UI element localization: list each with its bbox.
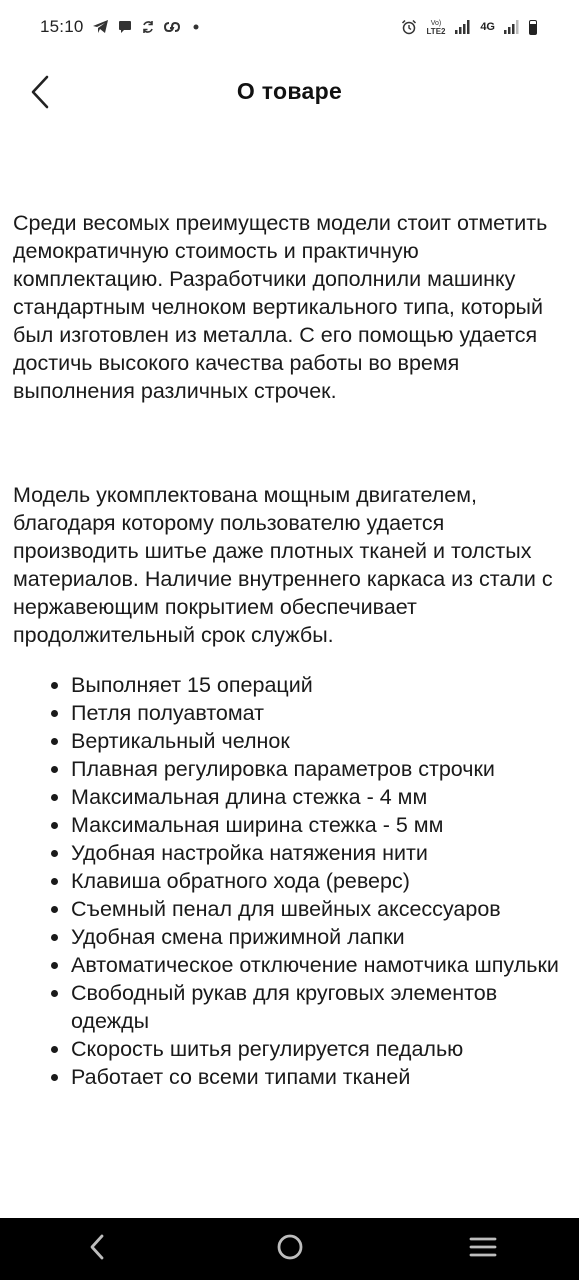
app-header <box>0 54 579 136</box>
telegram-icon <box>93 20 109 34</box>
list-item: Скорость шитья регулируется педалью <box>71 1035 569 1063</box>
description-paragraph-1: Среди весомых преимуществ модели стоит отметить демократичную стоимость и практичную комплектацию. Разработчики дополнили машинку стандартным челноком вертикального типа, который был изготовлен из металла. С его помощью удается достичь высокого качества работы во время выполнения различных строчек. <box>13 211 548 403</box>
nav-back-button[interactable] <box>67 1224 127 1274</box>
description-paragraph-2: Модель укомплектована мощным двигателем, благодаря которому пользователю удается производить шитье даже плотных тканей и толстых материалов. Наличие внутреннего каркаса из стали с нержавеющим покрытием обеспечивает продолжительный срок службы. <box>13 483 553 647</box>
nav-recents-icon <box>469 1236 497 1263</box>
list-item: Удобная настройка натяжения нити <box>71 839 569 867</box>
app-notification-icon <box>164 21 184 33</box>
list-item: Максимальная ширина стежка - 5 мм <box>71 811 569 839</box>
battery-icon <box>529 20 537 35</box>
more-notifications-dot-icon <box>193 24 199 30</box>
page-title: О товаре <box>236 78 343 104</box>
list-item: Петля полуавтомат <box>71 699 569 727</box>
list-item: Свободный рукав для круговых элементов одежды <box>71 979 569 1035</box>
nav-home-button[interactable] <box>260 1224 320 1274</box>
svg-text:Vo): Vo) <box>431 20 442 27</box>
svg-text:LTE2: LTE2 <box>426 27 446 36</box>
product-description <box>13 209 569 1091</box>
list-item: Максимальная длина стежка - 4 мм <box>71 783 569 811</box>
list-item: Съемный пенал для швейных аксессуаров <box>71 895 569 923</box>
status-time: 15:10 <box>40 17 84 36</box>
list-item: Клавиша обратного хода (реверс) <box>71 867 569 895</box>
list-item: Работает со всеми типами тканей <box>71 1063 569 1091</box>
sync-icon <box>141 20 155 34</box>
feature-list <box>13 671 569 1091</box>
list-item: Выполняет 15 операций <box>71 671 569 699</box>
status-left <box>40 17 199 37</box>
nav-home-icon <box>276 1233 304 1266</box>
alarm-icon <box>401 19 417 35</box>
signal-strength-1-icon <box>455 20 471 34</box>
status-right <box>401 18 537 36</box>
list-item: Вертикальный челнок <box>71 727 569 755</box>
list-item: Автоматическое отключение намотчика шпульки <box>71 951 569 979</box>
list-item: Плавная регулировка параметров строчки <box>71 755 569 783</box>
nav-back-icon <box>88 1234 106 1265</box>
list-item: Удобная смена прижимной лапки <box>71 923 569 951</box>
signal-strength-2-icon <box>504 20 520 34</box>
status-bar <box>0 0 579 54</box>
chat-icon <box>118 20 132 34</box>
nav-recents-button[interactable] <box>453 1224 513 1274</box>
network-type-label: 4G <box>480 21 495 33</box>
volte-icon <box>426 18 446 36</box>
system-nav-bar <box>0 1218 579 1280</box>
